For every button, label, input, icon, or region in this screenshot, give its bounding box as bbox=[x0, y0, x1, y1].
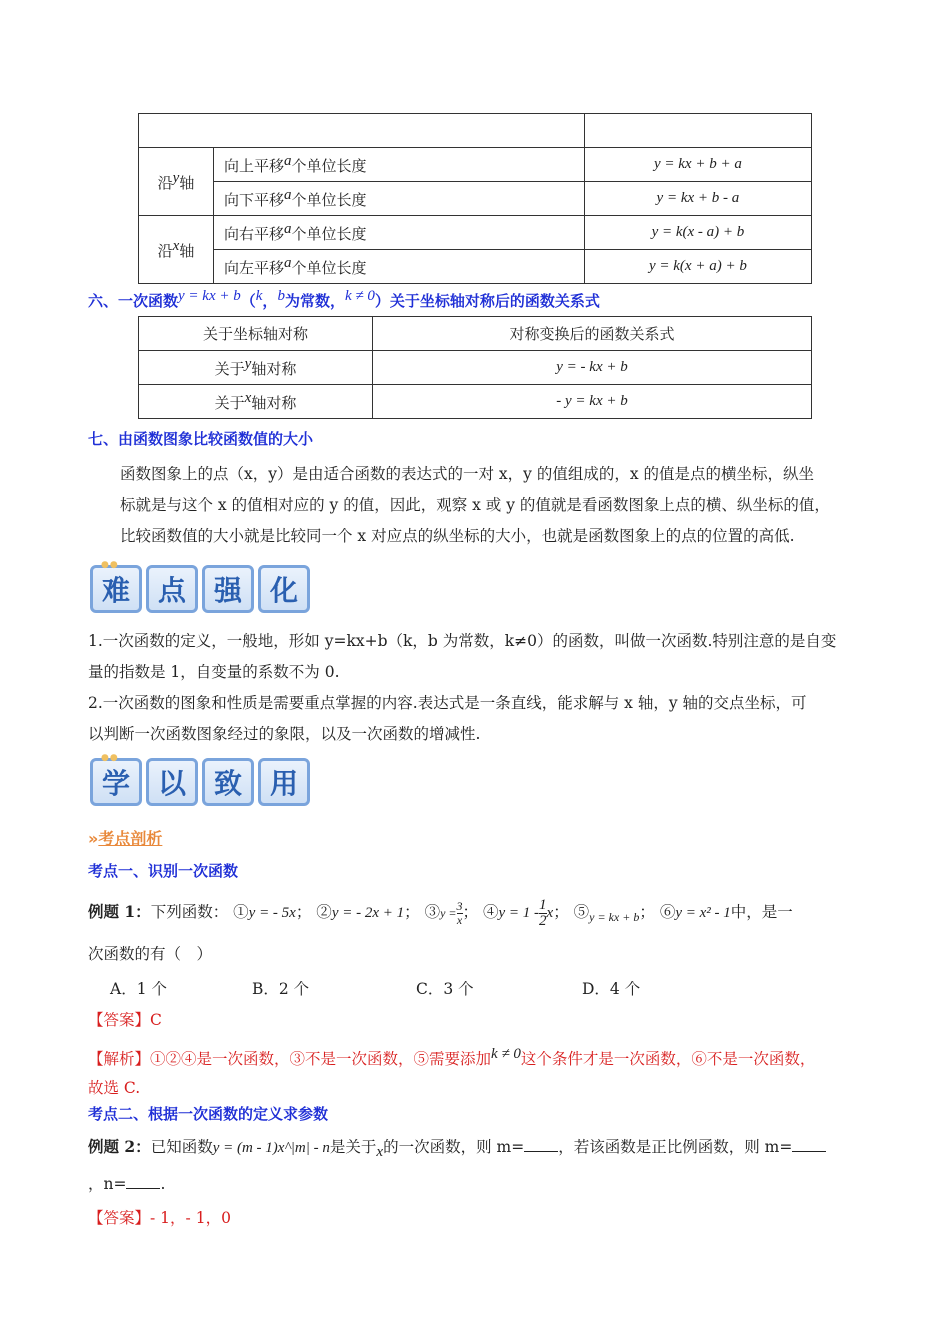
text-line: 函数图象上的点（x，y）是由适合函数的表达式的一对 x，y 的值组成的，x 的值是点的横坐标，纵坐 bbox=[120, 465, 815, 483]
blank-n[interactable] bbox=[126, 1188, 160, 1189]
example2-line1: 例题 2：已知函数y = (m - 1)x^|m| - n是关于$_x$的一次函数，则 m= ，若该函数是正比例函数，则 m= bbox=[88, 1135, 888, 1161]
table-row: 关于$^y$轴对称 bbox=[139, 351, 373, 385]
analysis-title: »考点剖析 bbox=[88, 829, 163, 848]
table-row: 向下平移$^a$个单位长度 bbox=[214, 182, 585, 216]
topic2-title: 考点二、根据一次函数的定义求参数 bbox=[88, 1105, 329, 1123]
section7-body bbox=[120, 459, 880, 552]
table-row: 向上平移$^a$个单位长度 bbox=[214, 148, 585, 182]
analysis-line: 故选 C. bbox=[88, 1079, 141, 1098]
text-line: 比较函数值的大小就是比较同一个 x 对应点的纵坐标的大小，也就是函数图象上的点的位置的高低. bbox=[120, 527, 795, 545]
option-a: A．1 个 bbox=[110, 980, 167, 998]
group-label-x: 沿$^x$轴 bbox=[139, 216, 214, 284]
formula-cell: y = k(x - a) + b bbox=[584, 216, 811, 250]
analysis-line: 【解析】①②④是一次函数，③不是一次函数，⑤需要添加$^{k \ne 0}$这个条件才是一次函数，⑥不是一次函数， bbox=[88, 1046, 816, 1069]
translation-table bbox=[138, 113, 812, 284]
badge-char: 点 bbox=[146, 565, 198, 613]
example-label: 例题 2： bbox=[88, 1137, 151, 1156]
topic1-title: 考点一、识别一次函数 bbox=[88, 862, 239, 880]
blank-m1[interactable] bbox=[524, 1151, 558, 1152]
badge-char: 化 bbox=[258, 565, 310, 613]
example1-line2: 次函数的有（ ） bbox=[88, 945, 213, 963]
formula-cell: - y = kx + b bbox=[373, 385, 812, 419]
formula-cell: y = kx + b + a bbox=[584, 148, 811, 182]
group-label-y: 沿$^y$轴 bbox=[139, 148, 214, 216]
text-line: 标就是与这个 x 的值相对应的 y 的值，因此，观察 x 或 y 的值就是看函数图象上点的横、纵坐标的值， bbox=[120, 496, 830, 514]
answer2: 【答案】- 1，- 1，0 bbox=[88, 1209, 231, 1227]
table-header-cell bbox=[139, 114, 585, 148]
option-d: D．4 个 bbox=[582, 980, 641, 998]
table-header-cell: 关于坐标轴对称 bbox=[139, 317, 373, 351]
answer1: 【答案】C bbox=[88, 1011, 162, 1029]
analysis1 bbox=[88, 1040, 888, 1103]
example-label: 例题 1： bbox=[88, 902, 151, 921]
section7-title: 七、由函数图象比较函数值的大小 bbox=[88, 430, 314, 448]
table-header-cell: 对称变换后的函数关系式 bbox=[373, 317, 812, 351]
table-header-cell bbox=[584, 114, 811, 148]
example1-line1: 例题 1：下列函数： ①y = - 5x； ②y = - 2x + 1； ③y = $\frac{3}{x}$ ； ④y = 1 - $\frac{1}{2}$ x； $⑤_{y = kx + b}$； ⑥y = x² - 1中，是一 bbox=[88, 896, 793, 929]
badge-char: 以 bbox=[146, 758, 198, 806]
text-line: 2.一次函数的图象和性质是需要重点掌握的内容.表达式是一条直线，能求解与 x 轴，y 轴的交点坐标，可 bbox=[88, 694, 807, 712]
difficulty-badge bbox=[90, 560, 310, 613]
double-chevron-icon: » bbox=[88, 829, 99, 848]
difficulty-body bbox=[88, 626, 878, 750]
badge-char: 强 bbox=[202, 565, 254, 613]
table-row: 向右平移$^a$个单位长度 bbox=[214, 216, 585, 250]
table-row: 关于$^x$轴对称 bbox=[139, 385, 373, 419]
blank-m2[interactable] bbox=[792, 1151, 826, 1152]
text-line: 量的指数是 1，自变量的系数不为 0. bbox=[88, 663, 340, 681]
badge-char: ●● 学 bbox=[90, 758, 142, 806]
practice-badge bbox=[90, 753, 310, 806]
text-line: 1.一次函数的定义，一般地，形如 y=kx+b（k，b 为常数，k≠0）的函数，叫做一次函数.特别注意的是自变 bbox=[88, 632, 837, 650]
table-row: 向左平移$^a$个单位长度 bbox=[214, 250, 585, 284]
option-c: C．3 个 bbox=[416, 980, 474, 998]
section6-title: 六、一次函数$^{y = kx + b}$（$^k$，$^b$为常数，$^{k \ne 0}$）关于坐标轴对称后的函数关系式 bbox=[88, 288, 600, 310]
formula-cell: y = k(x + a) + b bbox=[584, 250, 811, 284]
example2-line2: ，n= . bbox=[88, 1175, 166, 1193]
formula-cell: y = - kx + b bbox=[373, 351, 812, 385]
option-b: B．2 个 bbox=[252, 980, 310, 998]
badge-char: ●● 难 bbox=[90, 565, 142, 613]
badge-char: 致 bbox=[202, 758, 254, 806]
badge-char: 用 bbox=[258, 758, 310, 806]
text-line: 以判断一次函数图象经过的象限，以及一次函数的增减性. bbox=[88, 725, 481, 743]
formula-cell: y = kx + b - a bbox=[584, 182, 811, 216]
symmetry-table bbox=[138, 316, 812, 419]
